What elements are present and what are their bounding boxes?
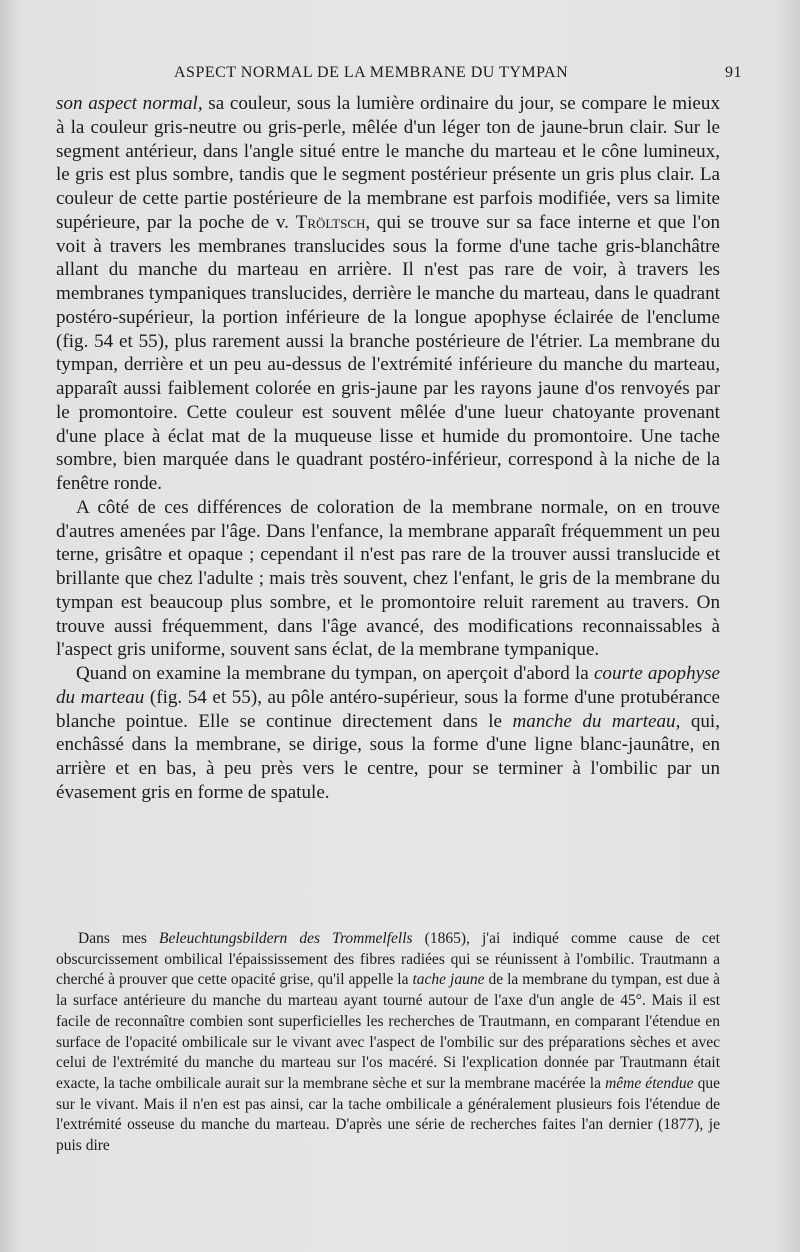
footnote xyxy=(56,929,720,1157)
text-run: sa couleur, sous la lumière ordinaire du jour, se compare le mieux à la couleur gris-neutre ou gris-perle, mêlée d'un léger ton de jaune-brun clair. Sur le segment antérieur, dans l'angle situé entre le manche du marteau et le cône lumineux, le gris est plus sombre, tandis que le segment postérieur présente un gris plus clair. La couleur de cette partie postérieure de la membrane est parfois modifiée, vers sa limite supérieure, par la poche de v. xyxy=(56,93,720,233)
main-text xyxy=(56,92,720,805)
running-header xyxy=(56,64,742,86)
italic-term: même étendue xyxy=(605,1074,694,1092)
italic-term: manche du marteau, xyxy=(512,710,681,732)
page-number: 91 xyxy=(725,64,742,81)
text-run: (fig. 54 et 55), au pôle antéro-supérieur, sous la forme d'une protubérance blanche pointue. Elle se continue directement dans le xyxy=(56,686,720,732)
text-run: qui, enchâssé dans la membrane, se dirige, sous la forme d'une ligne blanc-jaunâtre, en arrière et en bas, à peu près vers le centre, pour se terminer à l'ombilic par un évasement gris en forme de spatule. xyxy=(56,710,721,803)
paragraph-3 xyxy=(56,662,720,805)
text-run: (1865), j'ai indiqué comme cause de cet obscurcissement ombilical l'épaississement des fibres radiées qui se réunissent à l'ombilic. Trautmann a cherché à prouver que cette opacité grise, qu'il appelle la xyxy=(56,930,720,989)
text-run: de la membrane du tympan, est due à la surface antérieure du manche du marteau ayant tourné autour de l'axe d'un angle de 45°. Mais il est facile de reconnaître combien sont superficielles les recherches de Trautmann, en comparant l'étendue en surface de l'opacité ombilicale sur le vivant avec l'aspect de l'ombilic sur des préparations sèches et avec celui de l'extrémité du manche du marteau sur l'os macéré. Si l'explication donnée par Trautmann était exacte, la tache ombilicale aurait sur la membrane sèche et sur la membrane macérée la xyxy=(56,971,720,1092)
italic-title: Beleuchtungsbildern des Trommelfells xyxy=(159,930,413,947)
italic-term: son aspect normal, xyxy=(56,93,203,114)
text-run: , qui se trouve sur sa face interne et que l'on voit à travers les membranes translucides sous la forme d'une tache gris-blanchâtre allant du manche du marteau en arrière. Il n'est pas rare de voir, à travers les membranes tympaniques translucides, derrière le manche du marteau, dans le quadrant postéro-supérieur, la portion inférieure de la longue apophyse éclairée de l'enclume (fig. 54 et 55), plus rarement aussi la branche postérieure de l'étrier. La membrane du tympan, derrière et un peu au-dessus de l'extrémité inférieure du manche du marteau, apparaît aussi faiblement colorée en gris-jaune par les rayons jaune d'os renvoyés par le promontoire. Cette couleur est souvent mêlée d'une lueur chatoyante provenant d'une place à éclat mat de la muqueuse lisse et humide du promontoire. Une tache sombre, bien marquée dans le quadrant postéro-inférieur, correspond à la niche de la fenêtre ronde. xyxy=(56,211,720,494)
text-run: Dans mes xyxy=(78,930,160,947)
paragraph-1 xyxy=(56,92,720,496)
text-run: Quand on examine la membrane du tympan, on aperçoit d'abord la xyxy=(76,663,594,684)
text-run: que sur le vivant. Mais il n'en est pas ainsi, car la tache ombilicale a généralement plusieurs fois l'étendue de l'extrémité osseuse du manche du marteau. D'après une série de recherches faites l'an dernier (1877), je puis dire xyxy=(56,1074,720,1155)
italic-term: tache jaune xyxy=(412,971,485,989)
footnote-paragraph xyxy=(56,929,720,1157)
paragraph-2: A côté de ces différences de coloration de la membrane normale, on en trouve d'autres amenées par l'âge. Dans l'enfance, la membrane apparaît fréquemment un peu terne, grisâtre et opaque ; cependant il n'est pas rare de la trouver aussi translucide et brillante que chez l'adulte ; mais très souvent, chez l'enfant, le gris de la membrane du tympan est beaucoup plus sombre, et le promontoire reluit rarement au travers. On trouve aussi fréquemment, dans l'âge avancé, des modifications reconnaissables à l'aspect gris uniforme, souvent sans éclat, de la membrane tympanique. xyxy=(56,496,720,661)
italic-term: courte apophyse du marteau xyxy=(56,663,721,708)
running-title: ASPECT NORMAL DE LA MEMBRANE DU TYMPAN xyxy=(174,64,569,81)
author-name: Tröltsch xyxy=(295,211,366,233)
